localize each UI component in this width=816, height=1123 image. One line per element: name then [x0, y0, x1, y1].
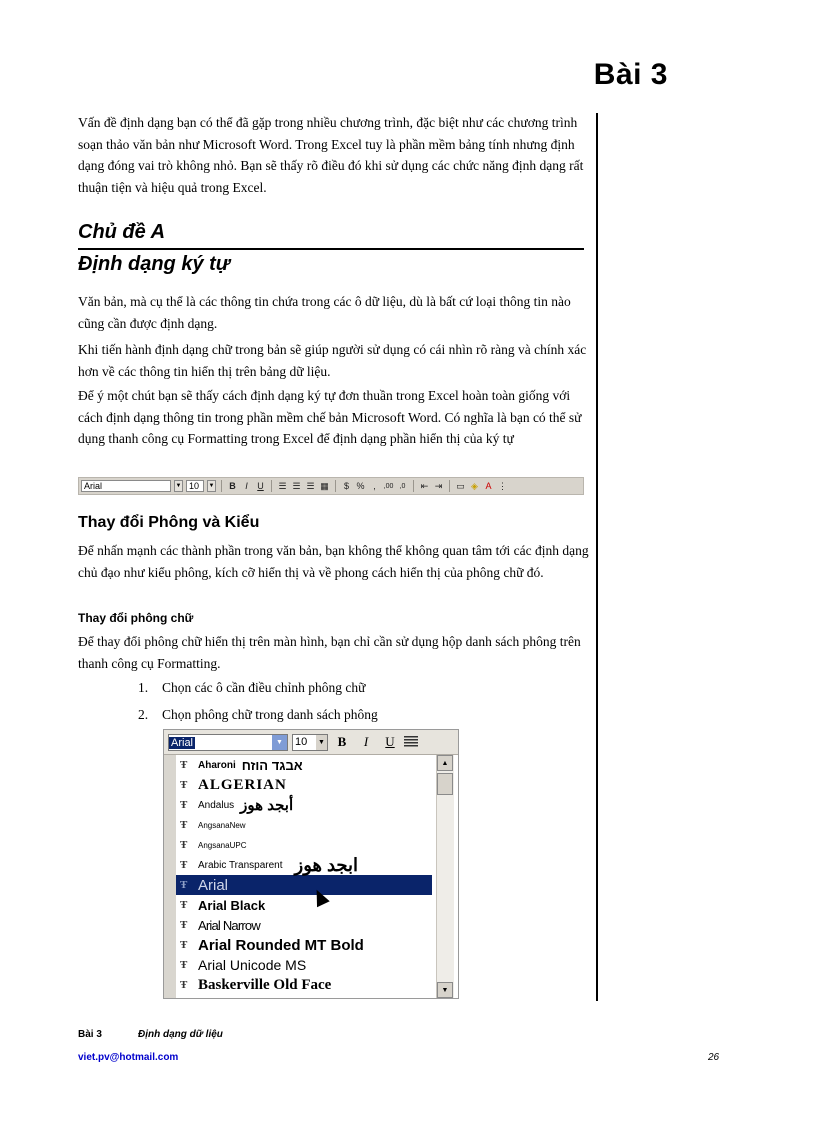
font-item-arabic-transparent[interactable]: Ŧ Arabic Transparent ابجد هوز	[180, 854, 359, 875]
borders-icon[interactable]: ▭	[456, 480, 465, 491]
font-item-aharoni[interactable]: Ŧ Aharoni אבגד הוזח	[180, 757, 303, 773]
italic-button[interactable]: I	[245, 481, 248, 491]
truetype-icon: Ŧ	[180, 939, 188, 951]
chevron-down-icon[interactable]: ▼	[207, 480, 216, 492]
footer-lesson: Bài 3	[78, 1029, 102, 1040]
increase-indent-icon[interactable]: ⇥	[434, 480, 443, 491]
margin-rule	[596, 113, 598, 1001]
chevron-down-icon[interactable]: ▼	[316, 735, 327, 750]
footer-chapter: Định dạng dữ liệu	[138, 1029, 223, 1040]
subsection-paragraph: Để thay đổi phông chữ hiển thị trên màn hình, bạn chỉ cần sử dụng hộp danh sách phông trên thanh công cụ Formatting.	[78, 634, 581, 671]
currency-button[interactable]: $	[343, 481, 349, 491]
underline-button[interactable]: U	[385, 734, 395, 749]
align-center-icon[interactable]: ☰	[292, 480, 301, 491]
font-item-arial-unicode[interactable]: Ŧ Arial Unicode MS	[180, 957, 307, 973]
toolbar-separator	[335, 480, 336, 492]
list-gutter	[164, 755, 176, 999]
truetype-icon: Ŧ	[180, 859, 188, 871]
paragraph-2: Khi tiến hành định dạng chữ trong bản sẽ giúp người sử dụng có cái nhìn rõ ràng và chính xác hơn về các thông tin hiển thị trên bảng dữ liệu.	[78, 342, 587, 379]
font-name-box[interactable]: Arial ▼	[168, 734, 288, 751]
subsection-heading: Thay đổi phông chữ	[78, 611, 194, 625]
decrease-decimal-button[interactable]: ,0	[399, 482, 406, 490]
font-list	[176, 755, 432, 998]
font-item-baskerville[interactable]: Ŧ Baskerville Old Face	[180, 976, 332, 993]
percent-button[interactable]: %	[356, 481, 365, 491]
toolbar-separator	[413, 480, 414, 492]
font-item-arial-black[interactable]: Ŧ Arial Black	[180, 897, 266, 913]
intro-paragraph: Vấn đề định dạng bạn có thể đã gặp trong nhiều chương trình, đặc biệt như các chương trình soạn thảo văn bản như Microsoft Word. Trong Excel tuy là phần mềm bảng tính nhưng định dạng đóng vai trò không nhỏ. Bạn sẽ thấy rõ điều đó khi sử dụng các chức năng định dạng rất thuận tiện và hiệu quả trong Excel.	[78, 115, 584, 195]
truetype-icon: Ŧ	[180, 959, 188, 971]
truetype-icon: Ŧ	[180, 899, 188, 911]
toolbar-separator	[449, 480, 450, 492]
dropdown-toolbar	[164, 730, 458, 755]
topic-title: Định dạng ký tự	[78, 253, 231, 275]
font-name-box[interactable]: Arial	[81, 480, 171, 492]
font-item-angsananew[interactable]: Ŧ AngsanaNew	[180, 819, 246, 831]
formatting-toolbar	[78, 477, 584, 495]
bold-button[interactable]: B	[229, 481, 236, 491]
section-paragraph: Để nhấn mạnh các thành phần trong văn bản, bạn không thể không quan tâm tới các định dạng chủ đạo như kiểu phông, kích cỡ hiển thị và về phong cách hiển thị của phông chữ đó.	[78, 543, 589, 580]
font-item-angsanaupc[interactable]: Ŧ AngsanaUPC	[180, 839, 247, 851]
topic-label: Chủ đề A	[78, 221, 166, 243]
font-color-icon[interactable]: A	[485, 481, 492, 491]
chevron-down-icon[interactable]: ▼	[272, 735, 287, 750]
toolbar-options-icon[interactable]: ⋮	[498, 480, 507, 491]
align-left-icon[interactable]: ☰	[278, 480, 287, 491]
font-size-box[interactable]: 10 ▼	[292, 734, 328, 751]
font-size-box[interactable]: 10	[186, 480, 204, 492]
font-list-scrollbar[interactable]	[436, 755, 454, 998]
font-dropdown-screenshot	[163, 729, 459, 999]
truetype-icon: Ŧ	[180, 799, 188, 811]
font-item-arial-narrow[interactable]: Ŧ Arial Narrow	[180, 917, 260, 933]
scroll-down-icon[interactable]: ▼	[437, 982, 453, 998]
font-item-arial-rounded[interactable]: Ŧ Arial Rounded MT Bold	[180, 936, 364, 954]
italic-button[interactable]: I	[363, 734, 369, 749]
lesson-title: Bài 3	[593, 58, 668, 91]
chevron-down-icon[interactable]: ▼	[174, 480, 183, 492]
underline-button[interactable]: U	[257, 481, 264, 491]
topic-divider	[78, 248, 584, 250]
page-number: 26	[708, 1052, 720, 1063]
fill-color-icon[interactable]: ◈	[471, 480, 478, 491]
truetype-icon: Ŧ	[180, 979, 188, 991]
merge-center-icon[interactable]: ▦	[320, 480, 329, 491]
font-item-algerian[interactable]: Ŧ ALGERIAN	[180, 776, 287, 793]
align-right-icon[interactable]: ☰	[306, 480, 315, 491]
truetype-icon: Ŧ	[180, 819, 188, 831]
font-item-arial[interactable]: Ŧ Arial	[176, 875, 432, 895]
bold-button[interactable]: B	[337, 734, 347, 749]
list-item: 1. Chọn các ô cần điều chỉnh phông chữ	[138, 680, 366, 695]
paragraph-3: Để ý một chút bạn sẽ thấy cách định dạng ký tự đơn thuần trong Excel hoàn toàn giống với cách định dạng thông tin trong phần mềm chế bản Microsoft Word. Có nghĩa là bạn có thể sử dụng thanh công cụ Formatting trong Excel để định dạng phần hiển thị của ký tự	[78, 388, 582, 446]
list-item: 2. Chọn phông chữ trong danh sách phông	[138, 707, 378, 722]
scroll-thumb[interactable]	[437, 773, 453, 795]
section-heading: Thay đổi Phông và Kiểu	[78, 514, 260, 531]
truetype-icon: Ŧ	[180, 759, 188, 771]
font-item-andalus[interactable]: Ŧ Andalus أبجد هوز	[180, 797, 294, 814]
truetype-icon: Ŧ	[180, 839, 188, 851]
truetype-icon: Ŧ	[180, 879, 188, 891]
comma-button[interactable]: ,	[373, 481, 376, 491]
scroll-up-icon[interactable]: ▲	[437, 755, 453, 771]
align-icon[interactable]	[404, 736, 418, 748]
truetype-icon: Ŧ	[180, 919, 188, 931]
paragraph-1: Văn bản, mà cụ thể là các thông tin chứa trong các ô dữ liệu, dù là bất cứ loại thông tin nào cũng cần được định dạng.	[78, 294, 571, 331]
toolbar-separator	[271, 480, 272, 492]
truetype-icon: Ŧ	[180, 779, 188, 791]
decrease-indent-icon[interactable]: ⇤	[420, 480, 429, 491]
toolbar-separator	[221, 480, 222, 492]
footer-email[interactable]: viet.pv@hotmail.com	[78, 1052, 179, 1063]
increase-decimal-button[interactable]: ,00	[383, 482, 394, 490]
